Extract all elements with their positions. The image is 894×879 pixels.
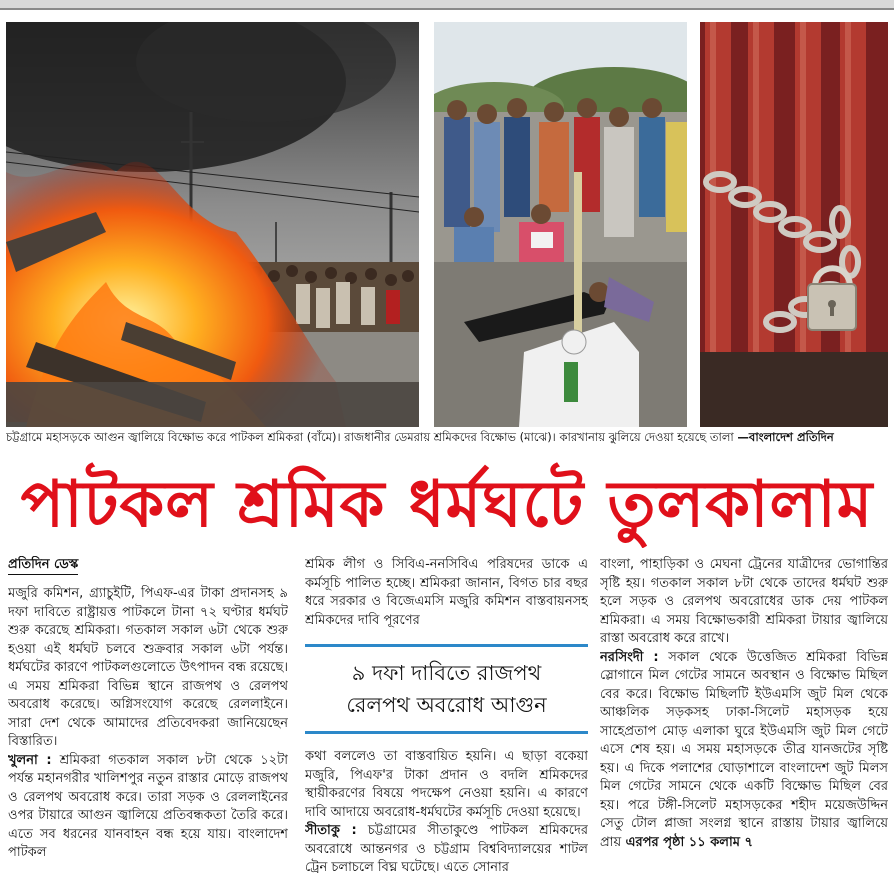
article-paragraph: কথা বললেও তা বাস্তবায়িত হয়নি। এ ছাড়া বকেয়া মজুরি, পিএফ'র টাকা প্রদান ও বদলি শ্রমিকদের স্থায়ীকরণের বিষয়ে পদক্ষেপ নেওয়া হয়নি। এ কারণে দাবি আদায়ে অবরোধ-ধর্মঘটের কর্মসূচি দেওয়া হয়েছে। xyxy=(305,749,588,820)
continued-on-page-link[interactable]: এরপর পৃষ্ঠা ১১ কলাম ৭ xyxy=(621,834,753,850)
photo-locked-gate xyxy=(700,22,888,427)
main-headline: পাটকল শ্রমিক ধর্মঘটে তুলকালাম xyxy=(20,468,874,542)
protest-illustration xyxy=(434,22,687,427)
pull-quote xyxy=(305,644,588,734)
pull-quote-line: রেলপথ অবরোধ আগুন xyxy=(346,693,547,717)
caption-text: চট্টগ্রামে মহাসড়কে আগুন জ্বালিয়ে বিক্ষোভ করে পাটকল শ্রমিকরা (বাঁমে)। রাজধানীর ডেমরায় শ্রমিকদের বিক্ষোভ (মাঝে)। কারখানায় ঝুলিয়ে দেওয়া হয়েছে তালা xyxy=(6,430,734,444)
article-paragraph xyxy=(305,822,588,876)
page-top-rule xyxy=(0,0,894,10)
photo-caption xyxy=(6,430,888,445)
article-column-1 xyxy=(8,556,288,876)
photo-fire-highway xyxy=(6,22,419,427)
pull-quote-line: ৯ দফা দাবিতে রাজপথ xyxy=(351,661,542,685)
article-paragraph xyxy=(8,752,288,863)
article-paragraph: বাংলা, পাহাড়িকা ও মেঘনা ট্রেনের যাত্রীদের ভোগান্তির সৃষ্টি হয়। গতকাল সকাল ৮টা থেকে তাদের ধর্মঘট শুরু হলে সড়ক ও রেলপথ অবরোধের ডাক দেয় পাটকল শ্রমিকরা। এ সময় বিক্ষোভকারী শ্রমিকরা টায়ার জ্বালিয়ে রাস্তা অবরোধ করে রাখে। xyxy=(600,557,888,646)
locked-gate-illustration xyxy=(700,22,888,427)
dateline-narsingdi: নরসিংদী : xyxy=(600,649,659,665)
paragraph-text: চট্টগ্রামের সীতাকুণ্ডে পাটকল শ্রমিকদের অবরোধে আন্তনগর ও চট্টগ্রাম বিশ্ববিদ্যালয়ের শাটল ট্রেন চলাচলে বিঘ্ন ঘটেছে। এতে সোনার xyxy=(305,823,588,875)
dateline-khulna: খুলনা : xyxy=(8,752,52,768)
article-paragraph: শ্রমিক লীগ ও সিবিএ-ননসিবিএ পরিষদের ডাকে এ কর্মসূচি পালিত হচ্ছে। শ্রমিকরা জানান, বিগত চার বছর ধরে সরকার ও বিজেএমসি মজুরি কমিশন বাস্তবায়নসহ শ্রমিকদের দাবি পূরণের xyxy=(305,557,588,628)
photo-protest-demra xyxy=(434,22,687,427)
article-paragraph xyxy=(600,649,888,853)
fire-highway-illustration xyxy=(6,22,419,427)
article-column-3 xyxy=(600,556,888,876)
photo-credit: —বাংলাদেশ প্রতিদিন xyxy=(737,430,834,444)
dateline-sitakunda: সীতাকু : xyxy=(305,823,357,838)
paragraph-text: শ্রমিকরা গতকাল সকাল ৮টা থেকে ১২টা পর্যন্ত মহানগরীর খালিশপুর নতুন রাস্তার মোড়ে রাজপথ ও রেলপথ অবরোধ করে। তারা সড়ক ও রেললাইনের ওপর টায়ারে আগুন জ্বালিয়ে প্রতিবন্ধকতা তৈরি করে। এতে সব ধরনের যানবাহন বন্ধ হয়ে যায়। বাংলাদেশ পাটকল xyxy=(8,752,288,860)
byline: প্রতিদিন ডেস্ক xyxy=(8,556,78,575)
article-column-2 xyxy=(305,556,588,876)
article-paragraph: মজুরি কমিশন, গ্র্যাচুইটি, পিএফ-এর টাকা প্রদানসহ ৯ দফা দাবিতে রাষ্ট্রায়ত্ত পাটকলে টানা ৭২ ঘণ্টার ধর্মঘট শুরু করেছে শ্রমিকরা। গতকাল সকাল ৬টা থেকে শুরু হওয়া এই ধর্মঘট চলবে শুক্রবার সকাল ৬টা পর্যন্ত। ধর্মঘটের কারণে পাটকলগুলোতে উৎপাদন বন্ধ রয়েছে। এ সময় শ্রমিকরা বিভিন্ন স্থানে রাজপথ ও রেলপথ অবরোধ করেছে। অগ্নিসংযোগ করেছে রেললাইনে। সারা দেশ থেকে আমাদের প্রতিবেদকরা জানিয়েছেন বিস্তারিত। xyxy=(8,586,288,749)
paragraph-text: সকাল থেকে উত্তেজিত শ্রমিকরা বিভিন্ন স্লোগানে মিল গেটের সামনে অবস্থান ও বিক্ষোভ মিছিল বের করে। বিক্ষোভ মিছিলটি ইউএমসি জুট মিল থেকে আঞ্চলিক সড়কসহ ঢাকা-সিলেট মহাসড়ক হয়ে সাহেপ্রতাপ মোড় এলাকা ঘুরে ইউএমসি জুট মিল গেটে এসে শেষ হয়। এ সময় মহাসড়কে তীব্র যানজটের সৃষ্টি হয়। এ দিকে পলাশের ঘোড়াশালে বাংলাদেশ জুট মিলস মিল গেটের সামনে থেকে একটি বিক্ষোভ মিছিল বের হয়। পরে টঙ্গী-সিলেট মহাসড়কের শহীদ ময়েজউদ্দিন সেতু টোল প্লাজা সংলগ্ন স্থানে রাস্তায় টায়ার জ্বালিয়ে প্রায় xyxy=(600,649,888,850)
